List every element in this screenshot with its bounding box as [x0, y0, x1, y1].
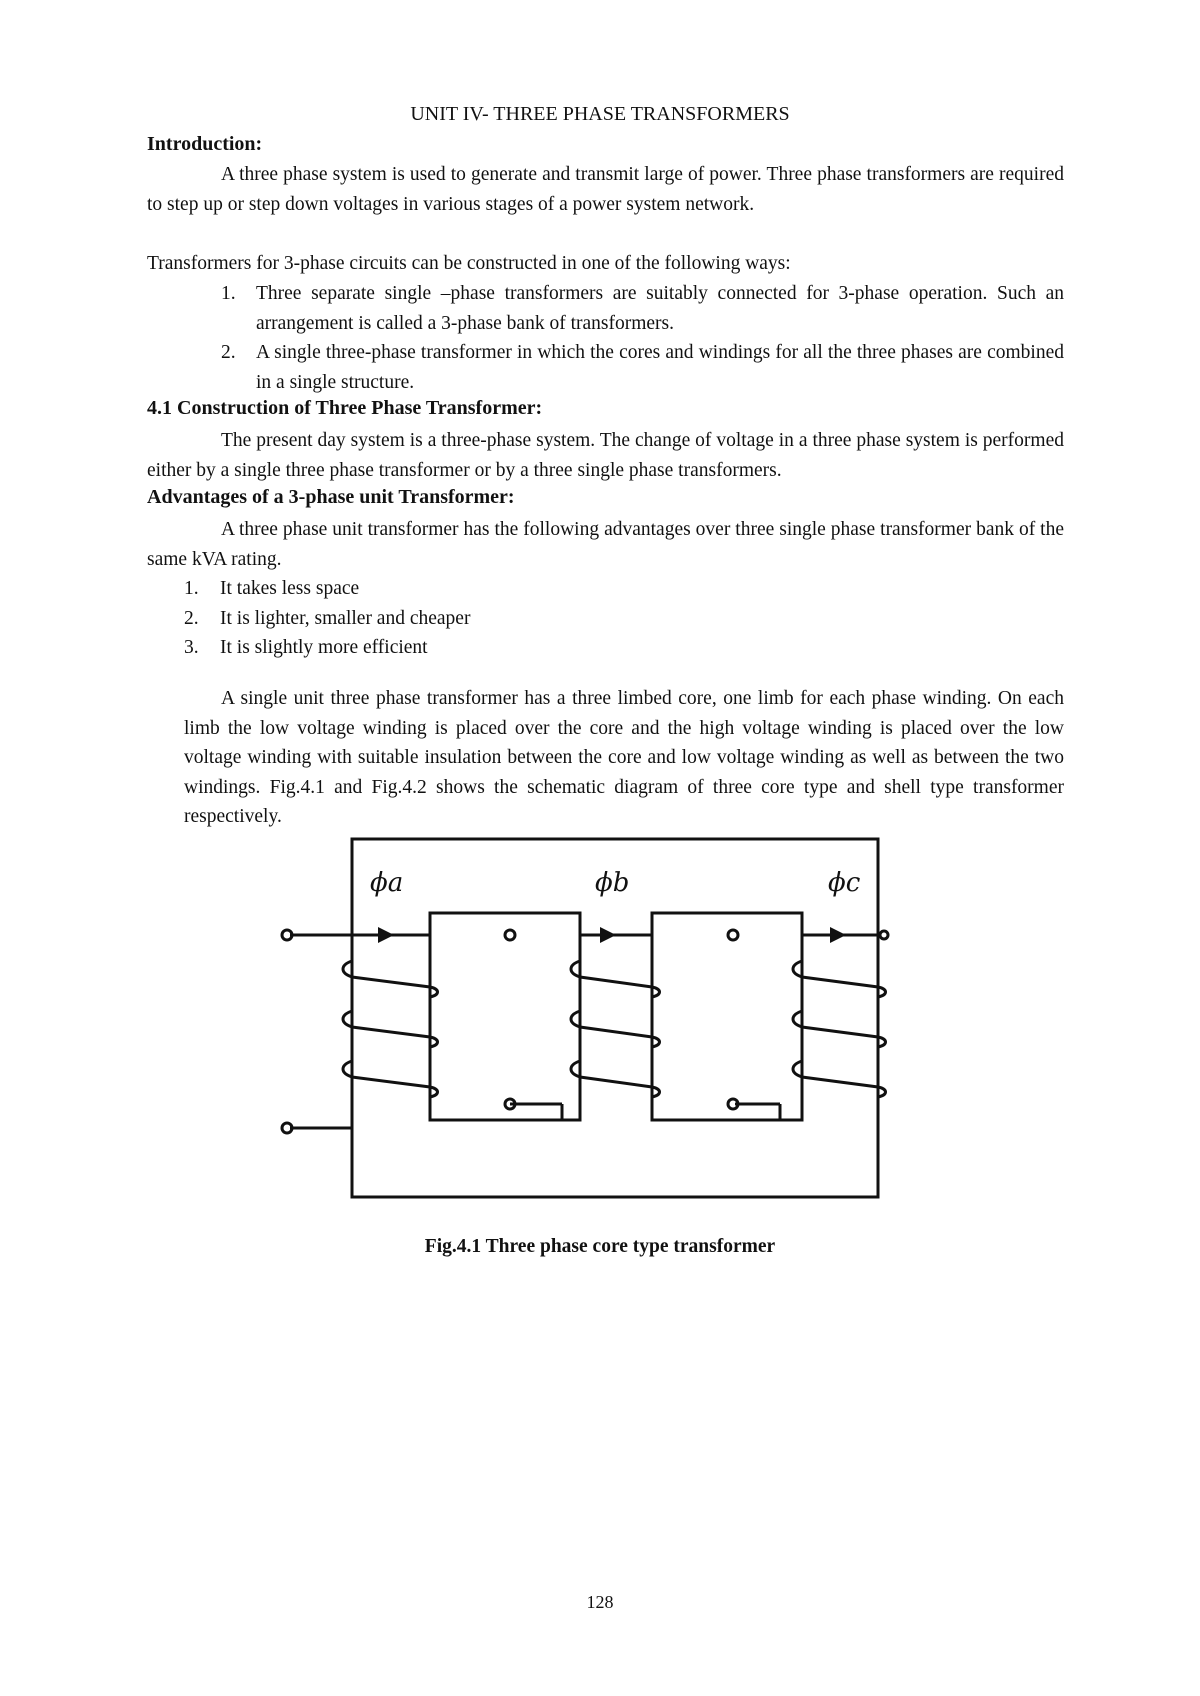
page-title: UNIT IV- THREE PHASE TRANSFORMERS: [410, 103, 790, 125]
terminal-circle: [728, 930, 738, 940]
introduction-paragraph: A three phase system is used to generate and transmit large of power. Three phase transformers are required to step up or step down voltages in various stages of a power system network.: [147, 164, 1064, 215]
construction-ways-list: [221, 279, 1064, 397]
winding-coil: [571, 961, 660, 997]
winding-coil: [343, 1011, 438, 1047]
list-number: 2.: [221, 342, 236, 363]
flux-label-c-subscript: c: [845, 868, 861, 898]
winding-coil: [793, 1011, 886, 1047]
winding-coil: [343, 1061, 438, 1097]
flux-label-b: ϕb: [595, 868, 630, 898]
list-item-text: A single three-phase transformer in which the cores and windings for all the three phases are combined in a single structure.: [256, 342, 1064, 393]
winding-coil: [343, 961, 438, 997]
construction-heading: 4.1 Construction of Three Phase Transformer:: [147, 397, 543, 419]
list-number: 1.: [221, 283, 236, 304]
list-item: [221, 338, 1064, 397]
flux-label-a: ϕa: [370, 868, 404, 898]
terminal-circle: [282, 1123, 292, 1133]
list-number: 3.: [184, 637, 199, 658]
advantages-list: [184, 574, 784, 663]
terminal-circle: [505, 930, 515, 940]
list-item-text: It is slightly more efficient: [220, 637, 428, 658]
construction-ways-paragraph: Transformers for 3-phase circuits can be constructed in one of the following ways:: [147, 253, 791, 274]
list-item-text: Three separate single –phase transformers are suitably connected for 3-phase operation. Such an arrangement is called a 3-phase bank of transformers.: [256, 283, 1064, 334]
core-window-left: [430, 913, 580, 1120]
flux-arrow-b: [600, 927, 616, 943]
terminal-circle: [880, 931, 888, 939]
figure-caption: Fig.4.1 Three phase core type transformer: [424, 1236, 776, 1257]
list-item: [184, 574, 784, 604]
winding-coil: [793, 1061, 886, 1097]
terminal-circle: [282, 930, 292, 940]
list-item-text: It takes less space: [220, 578, 360, 599]
winding-coil: [571, 1011, 660, 1047]
page-number: 128: [586, 1592, 614, 1612]
flux-label-b-subscript: b: [612, 868, 630, 898]
flux-arrow-a: [378, 927, 394, 943]
list-item: [221, 279, 1064, 338]
single-unit-paragraph: A single unit three phase transformer has a three limbed core, one limb for each phase winding. On each limb the low voltage winding is placed over the core and the high voltage winding is placed over the low voltage winding with suitable insulation between the core and low voltage winding as well as between the two windings. Fig.4.1 and Fig.4.2 shows the schematic diagram of three core type and shell type transformer respectively.: [184, 688, 1064, 827]
list-number: 2.: [184, 607, 199, 629]
flux-arrow-c: [830, 927, 846, 943]
advantages-paragraph: A three phase unit transformer has the following advantages over three single phase transformer bank of the same kVA rating.: [147, 519, 1064, 570]
terminal-circle: [728, 1099, 738, 1109]
transformer-diagram: [270, 833, 930, 1208]
list-item: [184, 633, 784, 663]
introduction-heading: Introduction:: [147, 133, 263, 155]
advantages-heading: Advantages of a 3-phase unit Transformer:: [147, 486, 515, 508]
winding-coil: [793, 961, 886, 997]
flux-label-c: ϕc: [828, 868, 861, 898]
flux-label-a-subscript: a: [387, 868, 404, 898]
list-item: [184, 604, 784, 634]
core-window-right: [652, 913, 802, 1120]
list-number: 1.: [184, 578, 199, 599]
list-item-text: It is lighter, smaller and cheaper: [220, 607, 471, 629]
construction-paragraph: The present day system is a three-phase system. The change of voltage in a three phase system is performed either by a single three phase transformer or by a three single phase transformers.: [147, 430, 1064, 481]
winding-coil: [571, 1061, 660, 1097]
